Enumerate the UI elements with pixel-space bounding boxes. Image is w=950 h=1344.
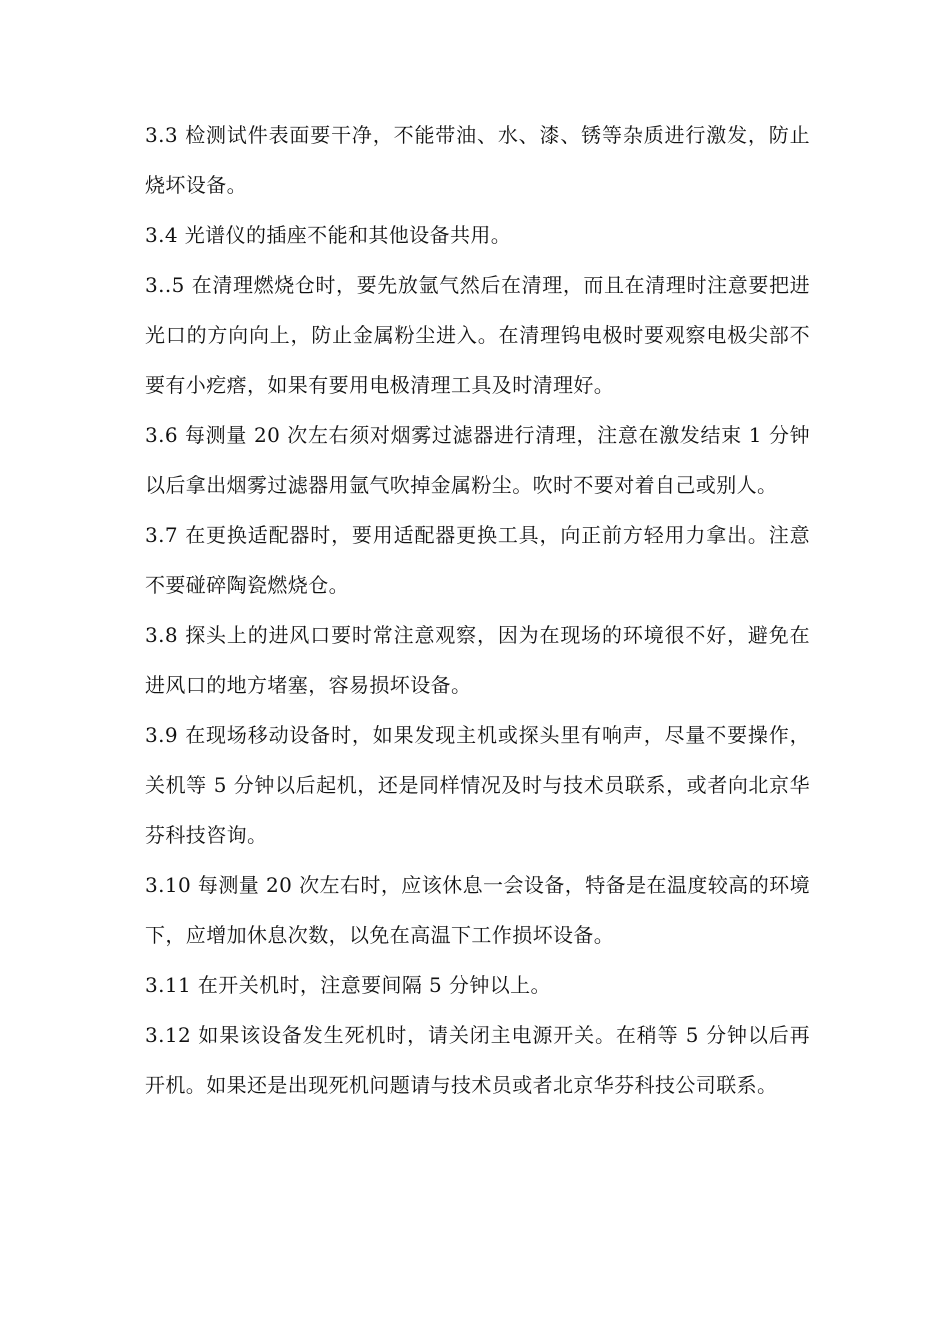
paragraph-3-10: 3.10 每测量 20 次左右时，应该休息一会设备，特备是在温度较高的环境下，应增加休息次数，以免在高温下工作损坏设备。	[145, 873, 810, 947]
paragraph-3-7: 3.7 在更换适配器时，要用适配器更换工具，向正前方轻用力拿出。注意不要碰碎陶瓷燃烧仓。	[145, 523, 810, 597]
paragraph-3-12: 3.12 如果该设备发生死机时，请关闭主电源开关。在稍等 5 分钟以后再开机。如果还是出现死机问题请与技术员或者北京华芬科技公司联系。	[145, 1023, 810, 1097]
paragraph-3-4: 3.4 光谱仪的插座不能和其他设备共用。	[145, 223, 512, 247]
document-body	[145, 110, 810, 1110]
paragraph-3-8: 3.8 探头上的进风口要时常注意观察，因为在现场的环境很不好，避免在进风口的地方堵塞，容易损坏设备。	[145, 623, 810, 697]
paragraph-3-6: 3.6 每测量 20 次左右须对烟雾过滤器进行清理，注意在激发结束 1 分钟以后拿出烟雾过滤器用氩气吹掉金属粉尘。吹时不要对着自己或别人。	[145, 423, 810, 497]
paragraph-3-5: 3..5 在清理燃烧仓时，要先放氩气然后在清理，而且在清理时注意要把进光口的方向向上，防止金属粉尘进入。在清理钨电极时要观察电极尖部不要有小疙瘩，如果有要用电极清理工具及时清理好。	[145, 273, 810, 397]
paragraph-3-3: 3.3 检测试件表面要干净，不能带油、水、漆、锈等杂质进行激发，防止烧坏设备。	[145, 123, 810, 197]
paragraph-3-11: 3.11 在开关机时，注意要间隔 5 分钟以上。	[145, 973, 551, 997]
paragraph-3-9: 3.9 在现场移动设备时，如果发现主机或探头里有响声，尽量不要操作，关机等 5 分钟以后起机，还是同样情况及时与技术员联系，或者向北京华芬科技咨询。	[145, 723, 810, 847]
